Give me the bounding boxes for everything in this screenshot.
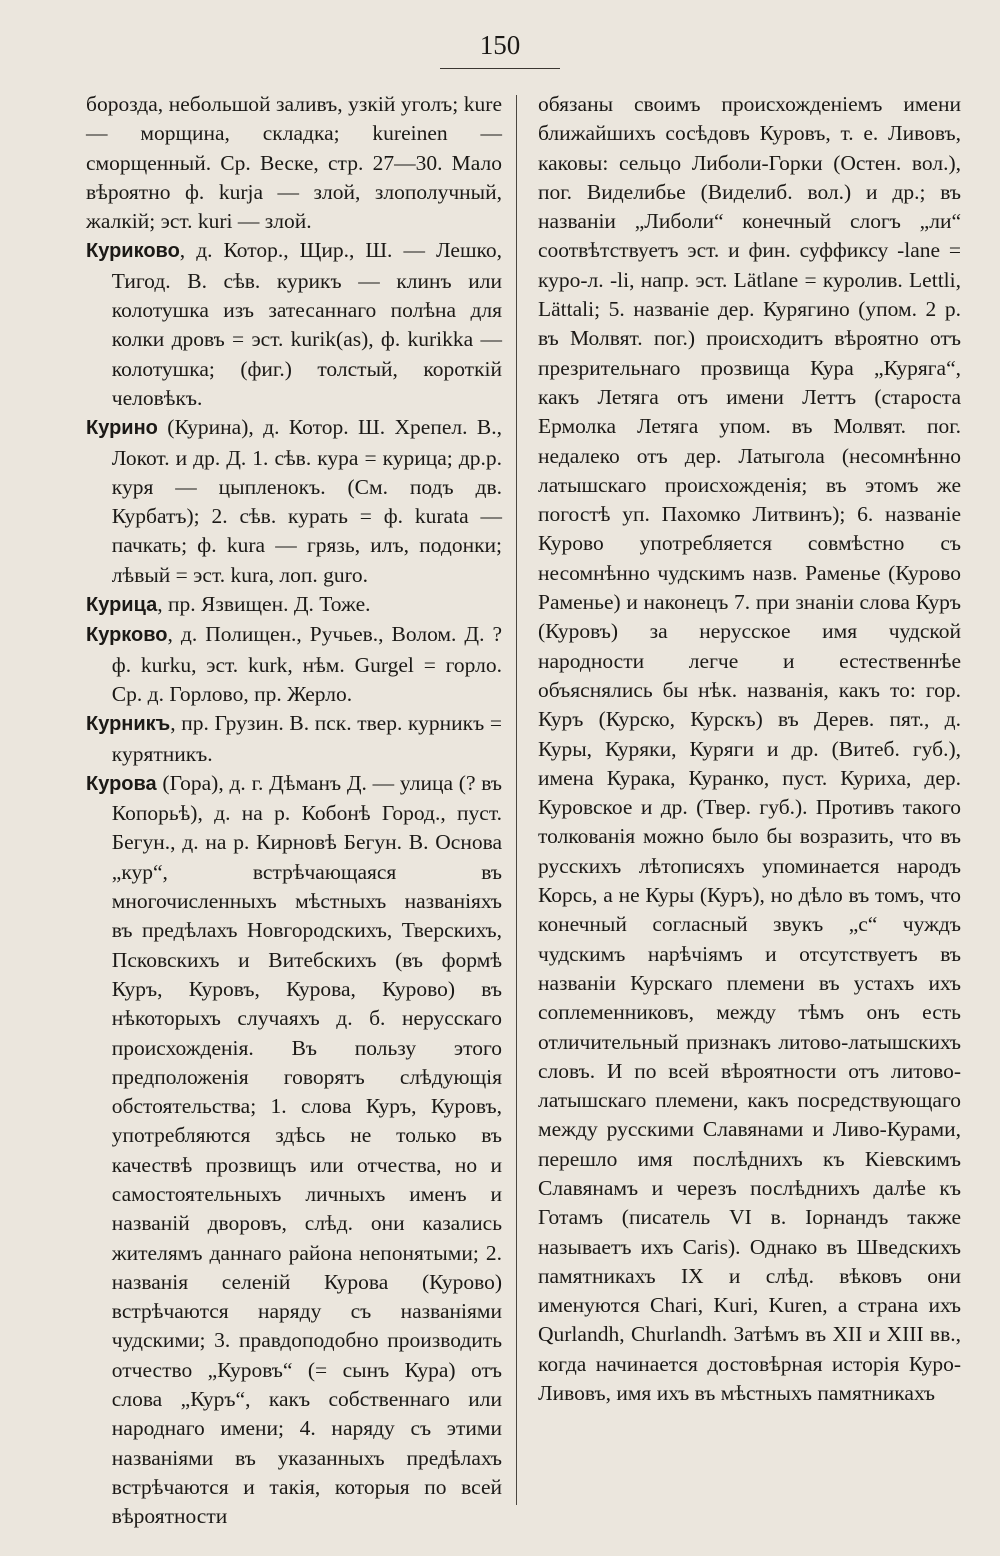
entry-headword: Курникъ bbox=[86, 713, 171, 736]
dictionary-entry bbox=[86, 769, 502, 1532]
entry-text: (Курина), д. Котор. Ш. Хрепел. В., Локот. и др. Д. 1. сѣв. кура = курица; др.р. куря — цыпленокъ. (См. подъ дв. Курбатъ); 2. сѣв. курать = ф. kurata — пачкать; ф. kura — грязь, илъ, подонки; лѣвый = эст. kura, лоп. guro. bbox=[111, 415, 502, 587]
entry-headword: Курково bbox=[86, 624, 168, 647]
entry-text: , пр. Язвищен. Д. Тоже. bbox=[157, 592, 371, 617]
entry-headword: Курова bbox=[86, 772, 157, 795]
entry-continuation: борозда, небольшой заливъ, узкій уголъ; kure — морщина, складка; kureinen — сморщенный. Ср. Веске, стр. 27—30. Мало вѣроятно ф. kurja — злой, злополучный, жалкій; эст. kuri — злой. bbox=[86, 92, 502, 234]
page-number: 150 bbox=[479, 30, 521, 60]
page-number-rule bbox=[440, 68, 560, 69]
entry-headword: Куриково bbox=[86, 240, 180, 263]
entry-headword: Курица bbox=[86, 594, 158, 617]
right-column bbox=[538, 90, 961, 1408]
entry-text: , д. Котор., Щир., Ш. — Лешко, Тигод. В. сѣв. курикъ — клинъ или колотушка изъ затесаннаго полѣна для колки дровъ = эст. kurik(as), ф. kurikka — колотушка; (фиг.) толстый, короткій человѣкъ. bbox=[111, 238, 502, 410]
left-column bbox=[86, 90, 502, 1532]
dictionary-entry bbox=[86, 620, 502, 709]
right-column-text: обязаны своимъ происхожденіемъ имени ближайшихъ сосѣдовъ Куровъ, т. е. Ливовъ, каковы: сельцо Либоли-Горки (Остен. вол.), пог. Виделибье (Виделиб. вол.) и др.; въ названіи „Либоли“ конечный слогъ „ли“ соотвѣтствуетъ эст. и фин. суффиксу -lane = куро-л. -li, напр. эст. Lätlane = куролив. Lettli, Lättali; 5. названіе дер. Курягино (упом. 2 р. въ Молвят. пог.) происходитъ вѣроятно отъ презрительнаго прозвища Кура „Куряга“, какъ Летяга отъ имени Леттъ (староста Ермолка Летяга упом. въ Молвят. пог. недалеко отъ дер. Латыгола (несомнѣнно латышскаго происхожденія; въ этомъ же погостѣ уп. Пахомко Литвинъ); 6. названіе Курово употребляется совмѣстно съ несомнѣнно чудскимъ назв. Раменье (Курово Раменье) и наконецъ 7. при знаніи слова Куръ (Куровъ) за нерусское имя чудской народности легче и естественнѣе объяснялись бы нѣк. названія, какъ то: гор. Куръ (Курско, Курскъ) въ Дерев. пят., д. Куры, Куряки, Куряги и др. (Витеб. губ.), имена Курака, Куранко, пуст. Куриха, дер. Куровское и др. (Твер. губ.). Противъ такого толкованія можно было бы возразить, что въ русскихъ лѣтописяхъ упоминается народъ Корсь, а не Куры (Куръ), но дѣло въ томъ, что конечный согласный звукъ „с“ чуждъ чудскимъ нарѣчіямъ и отсутствуетъ въ названіи Курскаго племени въ устахъ ихъ соплеменниковъ, между тѣмъ онъ есть отличительный признакъ литово-латышскихъ словъ. И по всей вѣроятности отъ литово-латышскаго племени, какъ посредствующаго между русскими Славянами и Ливо-Курами, перешло имя послѣднихъ къ Кіевскимъ Славянамъ и черезъ послѣднихъ далѣе къ Готамъ (писатель VI в. Іорнандъ также называетъ ихъ Caris). Однако въ Шведскихъ памятникахъ IX и слѣд. вѣковъ они именуются Chari, Kuri, Kuren, а страна ихъ Qurlandh, Churlandh. Затѣмъ въ XII и XIII вв., когда начинается достовѣрная исторія Куро-Ливовъ, имя ихъ въ мѣстныхъ памятникахъ bbox=[538, 92, 961, 1406]
entry-headword: Курино bbox=[86, 417, 158, 440]
column-divider bbox=[516, 95, 517, 1505]
dictionary-entry bbox=[86, 413, 502, 590]
dictionary-entry bbox=[86, 590, 502, 620]
entry-text: , д. Полищен., Ручьев., Волом. Д. ? ф. kurku, эст. kurk, нѣм. Gurgel = горло. Ср. д. Горлово, пр. Жерло. bbox=[111, 622, 502, 706]
entry-text: , пр. Грузин. В. пск. твер. курникъ = курятникъ. bbox=[111, 711, 502, 766]
dictionary-entry bbox=[86, 709, 502, 769]
dictionary-entry bbox=[86, 236, 502, 413]
entry-text: (Гора), д. г. Дѣманъ Д. — улица (? въ Копорьѣ), д. на р. Кобонѣ Город., пуст. Бегун., д. на р. Кирновѣ Бегун. В. Основа „кур“, встрѣчающаяся въ многочисленныхъ мѣстныхъ названіяхъ въ предѣлахъ Новгородскихъ, Тверскихъ, Псковскихъ и Витебскихъ (въ формѣ Куръ, Куровъ, Курова, Курово) въ нѣкоторыхъ случаяхъ д. б. нерусскаго происхожденія. Въ пользу этого предположенія говорятъ слѣдующія обстоятельства; 1. слова Куръ, Куровъ, употребляются здѣсь не только въ качествѣ прозвищъ или отчества, но и самостоятельныхъ личныхъ именъ и названій дворовъ, слѣд. они казались жителямъ даннаго района непонятыми; 2. названія селеній Курова (Курово) встрѣчаются наряду съ названіями чудскими; 3. правдоподобно производить отчество „Куровъ“ (= сынъ Кура) отъ слова „Куръ“, какъ собственнаго или народнаго имени; 4. наряду съ этими названіями въ указанныхъ предѣлахъ встрѣчаются и такія, которыя по всей вѣроятности bbox=[111, 770, 502, 1529]
